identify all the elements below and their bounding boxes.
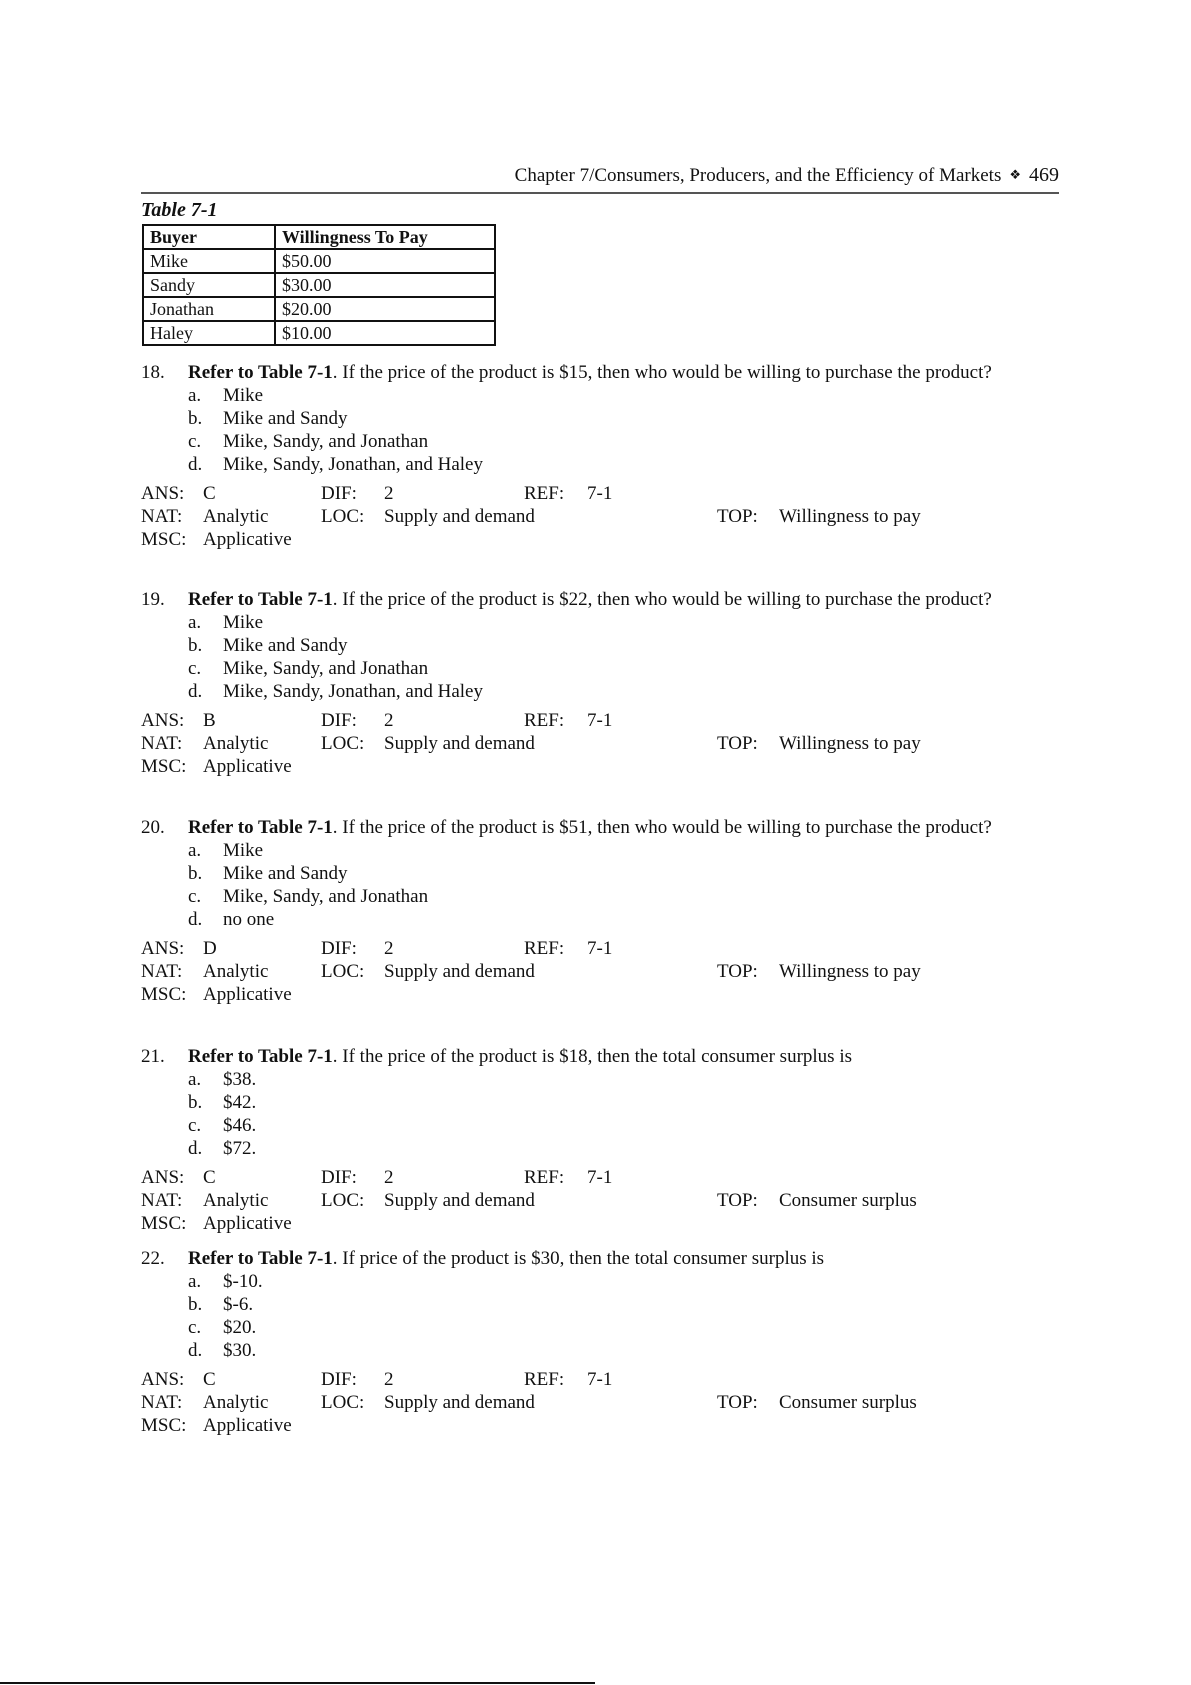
nat-label: NAT: xyxy=(141,1392,183,1413)
answer-choice xyxy=(141,1114,1061,1137)
wtp-cell: $20.00 xyxy=(275,297,495,321)
msc-value: Applicative xyxy=(203,1415,292,1436)
question-body: . If the price of the product is $22, then who would be willing to purchase the product? xyxy=(332,589,992,610)
choice-letter: a. xyxy=(188,612,202,633)
metadata-row xyxy=(141,482,1061,505)
nat-value: Analytic xyxy=(203,961,269,982)
nat-label: NAT: xyxy=(141,961,183,982)
question-stem xyxy=(141,816,1061,839)
question-reference: Refer to Table 7-1 xyxy=(188,1046,333,1067)
metadata-row xyxy=(141,732,1061,755)
question-text xyxy=(188,817,992,838)
choice-text: $20. xyxy=(223,1317,257,1338)
choice-text: Mike, Sandy, Jonathan, and Haley xyxy=(223,681,483,702)
metadata-row xyxy=(141,709,1061,732)
ans-value: C xyxy=(203,1369,216,1390)
nat-label: NAT: xyxy=(141,733,183,754)
question-block xyxy=(141,1247,1061,1437)
top-label: TOP: xyxy=(717,961,758,982)
question-stem xyxy=(141,361,1061,384)
answer-metadata xyxy=(141,937,1061,1006)
question-number: 18. xyxy=(141,362,165,383)
choice-text: Mike, Sandy, Jonathan, and Haley xyxy=(223,454,483,475)
answer-choice xyxy=(141,384,1061,407)
question-body: . If price of the product is $30, then the total consumer surplus is xyxy=(332,1248,825,1269)
msc-value: Applicative xyxy=(203,984,292,1005)
ans-label: ANS: xyxy=(141,1167,185,1188)
loc-value: Supply and demand xyxy=(384,506,535,527)
metadata-row xyxy=(141,528,1061,551)
question-reference: Refer to Table 7-1 xyxy=(188,362,333,383)
question-number: 21. xyxy=(141,1046,165,1067)
buyer-cell: Jonathan xyxy=(143,297,275,321)
ans-value: D xyxy=(203,938,217,959)
question-body: . If the price of the product is $15, then who would be willing to purchase the product? xyxy=(332,362,992,383)
dif-label: DIF: xyxy=(321,938,357,959)
top-value: Consumer surplus xyxy=(779,1392,917,1413)
choice-letter: a. xyxy=(188,385,202,406)
metadata-row xyxy=(141,755,1061,778)
choice-text: $30. xyxy=(223,1340,257,1361)
footer-rule xyxy=(0,1682,595,1684)
choice-text: Mike xyxy=(223,840,264,861)
answer-choice xyxy=(141,1316,1061,1339)
table-header-row xyxy=(143,225,495,249)
question-text xyxy=(188,1046,852,1067)
ref-label: REF: xyxy=(524,938,565,959)
ans-value: B xyxy=(203,710,216,731)
question-number: 20. xyxy=(141,817,165,838)
buyer-cell: Haley xyxy=(143,321,275,345)
choice-text: Mike and Sandy xyxy=(223,863,348,884)
question-text xyxy=(188,589,992,610)
dif-value: 2 xyxy=(384,710,394,731)
msc-label: MSC: xyxy=(141,984,187,1005)
answer-choice xyxy=(141,862,1061,885)
loc-label: LOC: xyxy=(321,506,365,527)
ref-label: REF: xyxy=(524,1369,565,1390)
ref-value: 7-1 xyxy=(587,938,613,959)
answer-choice xyxy=(141,680,1061,703)
dif-value: 2 xyxy=(384,1369,394,1390)
choice-letter: b. xyxy=(188,635,203,656)
question-reference: Refer to Table 7-1 xyxy=(188,589,333,610)
ans-label: ANS: xyxy=(141,483,185,504)
choice-letter: a. xyxy=(188,1271,202,1292)
ans-label: ANS: xyxy=(141,1369,185,1390)
question-reference: Refer to Table 7-1 xyxy=(188,817,333,838)
answer-choice xyxy=(141,839,1061,862)
choice-text: $38. xyxy=(223,1069,257,1090)
running-header xyxy=(141,164,1059,194)
answer-choice xyxy=(141,1293,1061,1316)
nat-value: Analytic xyxy=(203,506,269,527)
answer-choice xyxy=(141,634,1061,657)
msc-label: MSC: xyxy=(141,756,187,777)
choice-letter: d. xyxy=(188,909,203,930)
choice-letter: c. xyxy=(188,1115,202,1136)
answer-choice xyxy=(141,1091,1061,1114)
column-header: Buyer xyxy=(143,225,275,249)
top-value: Willingness to pay xyxy=(779,733,921,754)
choice-letter: a. xyxy=(188,1069,202,1090)
ref-value: 7-1 xyxy=(587,1369,613,1390)
answer-choice xyxy=(141,1270,1061,1293)
choice-text: Mike and Sandy xyxy=(223,635,348,656)
answer-metadata xyxy=(141,482,1061,551)
loc-label: LOC: xyxy=(321,733,365,754)
nat-value: Analytic xyxy=(203,1190,269,1211)
choice-letter: d. xyxy=(188,1340,203,1361)
choice-text: Mike and Sandy xyxy=(223,408,348,429)
metadata-row xyxy=(141,1212,1061,1235)
dif-value: 2 xyxy=(384,938,394,959)
wtp-cell: $50.00 xyxy=(275,249,495,273)
diamond-ornament-icon: ❖ xyxy=(1009,167,1021,182)
choice-letter: d. xyxy=(188,454,203,475)
table-caption: Table 7-1 xyxy=(141,199,218,221)
loc-value: Supply and demand xyxy=(384,1392,535,1413)
msc-label: MSC: xyxy=(141,1415,187,1436)
choice-letter: d. xyxy=(188,1138,203,1159)
answer-choice xyxy=(141,430,1061,453)
answer-choice xyxy=(141,453,1061,476)
buyer-cell: Sandy xyxy=(143,273,275,297)
metadata-row xyxy=(141,1391,1061,1414)
ref-value: 7-1 xyxy=(587,483,613,504)
choice-letter: b. xyxy=(188,408,203,429)
top-label: TOP: xyxy=(717,733,758,754)
metadata-row xyxy=(141,1166,1061,1189)
answer-choice xyxy=(141,1068,1061,1091)
metadata-row xyxy=(141,1414,1061,1437)
column-header: Willingness To Pay xyxy=(275,225,495,249)
metadata-row xyxy=(141,983,1061,1006)
table-row xyxy=(143,297,495,321)
page-number: 469 xyxy=(1029,164,1059,186)
choice-letter: b. xyxy=(188,1092,203,1113)
metadata-row xyxy=(141,960,1061,983)
loc-value: Supply and demand xyxy=(384,961,535,982)
top-value: Consumer surplus xyxy=(779,1190,917,1211)
ans-label: ANS: xyxy=(141,710,185,731)
nat-label: NAT: xyxy=(141,1190,183,1211)
question-body: . If the price of the product is $18, then the total consumer surplus is xyxy=(332,1046,852,1067)
ref-value: 7-1 xyxy=(587,710,613,731)
ans-value: C xyxy=(203,483,216,504)
top-label: TOP: xyxy=(717,1190,758,1211)
loc-label: LOC: xyxy=(321,961,365,982)
answer-choice xyxy=(141,407,1061,430)
top-label: TOP: xyxy=(717,1392,758,1413)
question-number: 22. xyxy=(141,1248,165,1269)
msc-value: Applicative xyxy=(203,1213,292,1234)
nat-label: NAT: xyxy=(141,506,183,527)
question-text xyxy=(188,1248,824,1269)
choice-text: $46. xyxy=(223,1115,257,1136)
msc-value: Applicative xyxy=(203,529,292,550)
choice-letter: c. xyxy=(188,1317,202,1338)
willingness-to-pay-table xyxy=(142,224,496,346)
dif-label: DIF: xyxy=(321,710,357,731)
ref-value: 7-1 xyxy=(587,1167,613,1188)
buyer-cell: Mike xyxy=(143,249,275,273)
loc-value: Supply and demand xyxy=(384,733,535,754)
choice-letter: b. xyxy=(188,863,203,884)
answer-choice xyxy=(141,908,1061,931)
metadata-row xyxy=(141,1368,1061,1391)
msc-value: Applicative xyxy=(203,756,292,777)
answer-choice xyxy=(141,611,1061,634)
choice-letter: c. xyxy=(188,886,202,907)
question-block xyxy=(141,1045,1061,1235)
choice-text: $72. xyxy=(223,1138,257,1159)
msc-label: MSC: xyxy=(141,1213,187,1234)
choice-text: Mike, Sandy, and Jonathan xyxy=(223,658,429,679)
ref-label: REF: xyxy=(524,1167,565,1188)
metadata-row xyxy=(141,1189,1061,1212)
question-body: . If the price of the product is $51, then who would be willing to purchase the product? xyxy=(332,817,992,838)
question-block xyxy=(141,816,1061,1006)
top-value: Willingness to pay xyxy=(779,506,921,527)
top-value: Willingness to pay xyxy=(779,961,921,982)
question-block xyxy=(141,588,1061,778)
answer-choice xyxy=(141,1137,1061,1160)
question-text xyxy=(188,362,992,383)
dif-label: DIF: xyxy=(321,1167,357,1188)
header-title: Chapter 7/Consumers, Producers, and the Efficiency of Markets xyxy=(514,165,1002,186)
choice-text: $-6. xyxy=(223,1294,254,1315)
question-number: 19. xyxy=(141,589,165,610)
dif-label: DIF: xyxy=(321,483,357,504)
answer-metadata xyxy=(141,1368,1061,1437)
loc-label: LOC: xyxy=(321,1392,365,1413)
choice-letter: c. xyxy=(188,658,202,679)
metadata-row xyxy=(141,937,1061,960)
ans-value: C xyxy=(203,1167,216,1188)
ref-label: REF: xyxy=(524,710,565,731)
answer-choice xyxy=(141,1339,1061,1362)
table-row xyxy=(143,321,495,345)
nat-value: Analytic xyxy=(203,1392,269,1413)
metadata-row xyxy=(141,505,1061,528)
ans-label: ANS: xyxy=(141,938,185,959)
question-stem xyxy=(141,588,1061,611)
choice-letter: a. xyxy=(188,840,202,861)
question-block xyxy=(141,361,1061,551)
answer-metadata xyxy=(141,1166,1061,1235)
answer-choice xyxy=(141,657,1061,680)
choice-text: Mike, Sandy, and Jonathan xyxy=(223,431,429,452)
dif-value: 2 xyxy=(384,483,394,504)
wtp-cell: $30.00 xyxy=(275,273,495,297)
dif-value: 2 xyxy=(384,1167,394,1188)
choice-letter: d. xyxy=(188,681,203,702)
ref-label: REF: xyxy=(524,483,565,504)
answer-metadata xyxy=(141,709,1061,778)
dif-label: DIF: xyxy=(321,1369,357,1390)
answer-choice xyxy=(141,885,1061,908)
choice-text: no one xyxy=(223,909,275,930)
choice-text: $42. xyxy=(223,1092,257,1113)
top-label: TOP: xyxy=(717,506,758,527)
table-row xyxy=(143,273,495,297)
choice-text: Mike, Sandy, and Jonathan xyxy=(223,886,429,907)
question-reference: Refer to Table 7-1 xyxy=(188,1248,333,1269)
table-row xyxy=(143,249,495,273)
choice-text: Mike xyxy=(223,612,264,633)
loc-label: LOC: xyxy=(321,1190,365,1211)
choice-text: $-10. xyxy=(223,1271,263,1292)
choice-letter: b. xyxy=(188,1294,203,1315)
wtp-cell: $10.00 xyxy=(275,321,495,345)
nat-value: Analytic xyxy=(203,733,269,754)
choice-text: Mike xyxy=(223,385,264,406)
choice-letter: c. xyxy=(188,431,202,452)
msc-label: MSC: xyxy=(141,529,187,550)
question-stem xyxy=(141,1045,1061,1068)
question-stem xyxy=(141,1247,1061,1270)
loc-value: Supply and demand xyxy=(384,1190,535,1211)
